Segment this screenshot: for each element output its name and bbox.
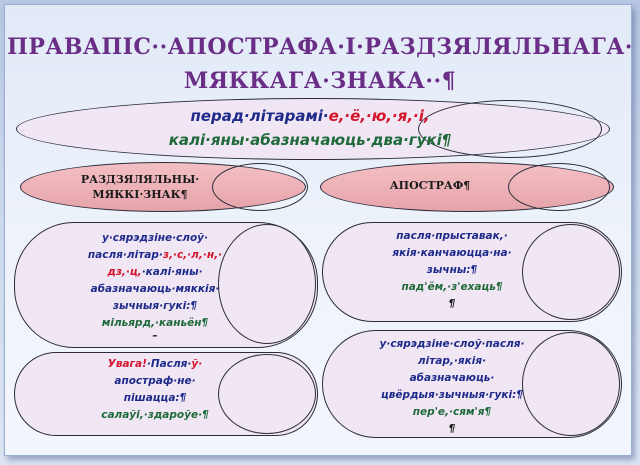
soft-sign-dash: – <box>152 330 158 342</box>
hard-line2: літар,·якія· <box>417 355 487 367</box>
hard-line3: абазначаюць· <box>409 372 495 384</box>
rule-vowels: е,·ё,·ю,·я,·і, <box>328 107 430 125</box>
rule-line1-prefix: перад·літарамі· <box>190 107 329 125</box>
prefix-pilcrow: ¶ <box>448 298 456 310</box>
soft-sign-letters1: з,·с,·л,·н,· <box>162 249 223 261</box>
soft-sign-rule-text <box>40 230 270 340</box>
soft-sign-line5: зычныя·гукі:¶ <box>112 300 198 312</box>
prefix-rule-text <box>340 228 564 313</box>
soft-sign-example: мільярд,·каньён¶ <box>101 317 209 329</box>
attention-warn: Увага! <box>107 358 147 370</box>
rule-line2: калі·яны·абазначаюць·два·гукі¶ <box>168 131 452 149</box>
prefix-line1: пасля·прыставак,· <box>396 230 508 242</box>
attention-line1-mid: ·Пасля· <box>146 358 192 370</box>
hard-example: пер'е,·сям'я¶ <box>412 406 492 418</box>
prefix-line2: якія·канчаюцца·на· <box>392 247 512 259</box>
soft-sign-header-line1: РАЗДЗЯЛЯЛЬНЫ· <box>80 173 200 186</box>
apostrophe-header-overlay <box>508 163 610 211</box>
soft-sign-line2-prefix: пасля·літар· <box>87 249 163 261</box>
attention-letter: ў· <box>191 358 203 370</box>
hard-consonant-text <box>338 336 566 438</box>
attention-line2: апостраф·не· <box>114 375 196 387</box>
apostrophe-header: АПОСТРАФ¶ <box>389 179 471 192</box>
page-title-line1: ПРАВАПІС··АПОСТРАФА·І·РАЗДЗЯЛЯЛЬНАГА· <box>7 34 633 60</box>
soft-sign-line4: абазначаюць·мяккія· <box>90 283 220 295</box>
rule-text <box>30 104 590 152</box>
prefix-example: пад'ём,·з'ехаць¶ <box>401 281 503 293</box>
page-title-line2: МЯККАГА·ЗНАКА··¶ <box>183 68 457 94</box>
soft-sign-line1: у·сярэдзіне·слоў· <box>101 232 209 244</box>
attention-text <box>40 356 270 424</box>
soft-sign-header-line2: МЯККІ·ЗНАК¶ <box>92 188 188 201</box>
attention-line3: пішацца:¶ <box>123 392 187 404</box>
attention-example: салаўі,·здароўе·¶ <box>101 409 209 421</box>
hard-line4: цвёрдыя·зычныя·гукі:¶ <box>381 389 523 401</box>
prefix-line3: зычны:¶ <box>426 264 478 276</box>
soft-sign-line3-suffix: ·калі·яны· <box>141 266 203 278</box>
hard-pilcrow: ¶ <box>448 423 456 435</box>
soft-sign-letters2: дз,·ц, <box>107 266 142 278</box>
soft-sign-header <box>40 172 240 202</box>
hard-line1: у·сярэдзіне·слоў·пасля· <box>379 338 525 350</box>
